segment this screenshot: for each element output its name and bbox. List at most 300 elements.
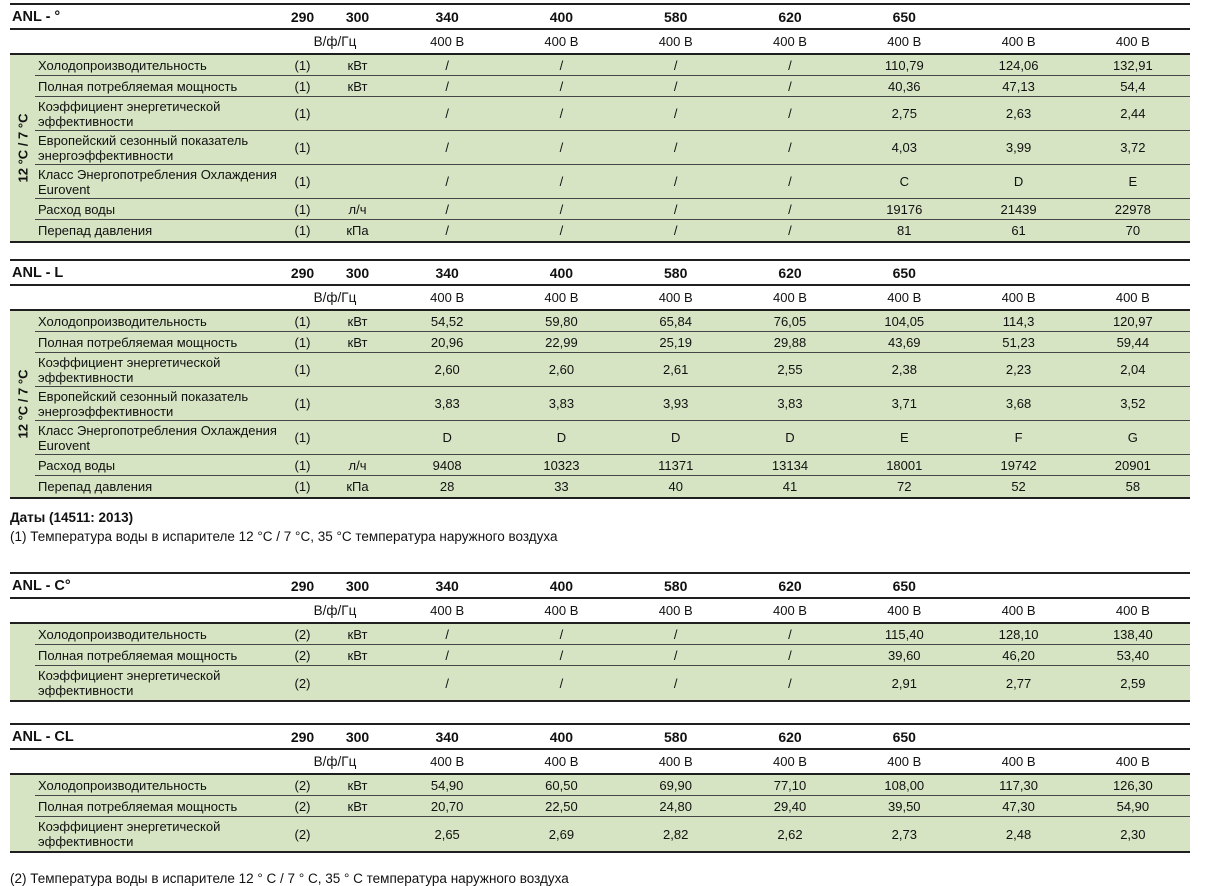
note-1: (1) Температура воды в испарителе 12 °C / 7 °C, 35 °C температура наружного воздуха [10,529,558,544]
parameter-value: 2,48 [1005,826,1032,842]
note-reference: (1) [294,430,311,445]
parameter-value: 47,30 [1002,798,1035,814]
model-size-header: 650 [892,577,916,594]
spec-table-anl-deg [10,3,1190,243]
voltage-value: 400 В [773,603,807,618]
parameter-value: 2,61 [663,362,689,377]
parameter-value: 61 [1011,223,1026,238]
table-row [35,332,1190,353]
model-size-header: 400 [549,264,574,281]
voltage-value: 400 В [1001,754,1036,769]
unit-label: кВт [347,777,368,793]
table-title: ANL - ° [12,8,61,25]
parameter-value: 54,90 [1116,798,1150,814]
parameter-value: 46,20 [1002,647,1035,663]
voltage-value: 400 В [658,603,693,618]
parameter-value: / [788,57,792,73]
parameter-value: 2,60 [548,362,575,377]
model-size-header: 300 [345,264,370,281]
model-size-header: 580 [664,264,688,281]
table-header-row [10,723,1190,750]
parameter-value: 18001 [886,457,923,473]
table-row [35,775,1190,796]
parameter-value: 59,44 [1116,334,1150,350]
parameter-value: 40 [668,479,683,494]
table-row [35,666,1190,700]
table-header-row [10,572,1190,599]
model-size-header: 650 [892,264,916,281]
model-size-header: 300 [345,8,370,25]
parameter-value: 108,00 [884,777,925,793]
parameter-label: Перепад давления [38,223,153,238]
parameter-value: 3,68 [1005,396,1032,411]
spec-table-anl-c-deg [10,572,1190,702]
table-body [10,53,1190,243]
parameter-value: / [445,106,449,121]
side-label-strip [10,624,35,700]
parameter-value: E [1128,174,1138,189]
parameter-value: 2,55 [777,362,803,377]
table-header-row [10,3,1190,30]
parameter-value: / [559,140,564,155]
parameter-value: 2,04 [1120,362,1146,377]
parameter-value: / [559,647,564,663]
parameter-value: 2,91 [891,675,917,691]
parameter-label: Холодопроизводительность [38,57,207,73]
model-size-header: 620 [778,8,802,25]
parameter-value: 2,38 [891,362,917,377]
parameter-label: Перепад давления [38,479,153,494]
parameter-value: 2,44 [1120,106,1146,121]
unit-header-label: В/ф/Гц [313,34,357,49]
unit-label: кВт [347,626,368,642]
parameter-value: 76,05 [773,313,807,329]
table-row [35,165,1190,199]
parameter-value: 58 [1125,479,1141,494]
voltage-value: 400 В [1115,290,1150,305]
table-row [35,645,1190,666]
parameter-value: 120,97 [1112,313,1153,329]
table-row [35,131,1190,165]
parameter-label: Класс Энергопотребления Охлаждения Eurovent [38,166,277,197]
parameter-value: 126,30 [1112,777,1153,793]
parameter-value: 132,91 [1112,57,1153,73]
parameter-value: / [559,78,564,94]
parameter-value: 138,40 [1112,626,1153,642]
parameter-value: / [788,174,792,189]
model-size-header: 290 [290,577,315,594]
note-reference: (1) [294,396,311,411]
table-row [35,353,1190,387]
parameter-value: D [1013,174,1024,189]
parameter-label: Полная потребляемая мощность [38,647,238,663]
parameter-value: 13134 [771,457,809,473]
parameter-value: 43,69 [888,334,921,350]
parameter-value: E [899,430,909,445]
note-reference: (1) [294,78,311,94]
model-size-header: 340 [435,264,459,281]
voltage-value: 400 В [773,754,807,769]
parameter-value: / [673,78,678,94]
voltage-value: 400 В [544,603,579,618]
table-row [35,796,1190,817]
note-reference: (2) [294,798,311,814]
parameter-value: / [559,675,564,691]
parameter-value: 72 [897,479,912,494]
voltage-value: 400 В [887,754,922,769]
parameter-value: / [445,140,449,155]
parameter-value: / [445,223,449,238]
parameter-value: / [673,223,678,238]
voltage-value: 400 В [1001,290,1036,305]
parameter-value: / [673,106,678,121]
unit-label: кПа [346,223,369,238]
voltage-header-row [10,286,1190,309]
side-label-strip [10,55,35,241]
parameter-value: / [788,647,792,663]
voltage-value: 400 В [1115,34,1150,49]
parameter-value: 29,40 [773,798,807,814]
table-row [35,55,1190,76]
unit-header-label: В/ф/Гц [313,754,357,769]
table-body [10,773,1190,853]
note-reference: (1) [294,457,311,473]
parameter-label: Расход воды [38,201,116,217]
unit-label: кПа [346,479,369,494]
model-size-header: 290 [290,728,315,745]
model-size-header: 300 [345,728,370,745]
parameter-value: / [788,106,792,121]
model-size-header: 580 [664,8,688,25]
parameter-value: / [673,174,678,189]
voltage-value: 400 В [658,290,693,305]
parameter-label: Коэффициент энергетической эффективности [38,354,221,385]
unit-label: кВт [347,647,368,663]
temperature-side-label: 12 °C / 7 °C [15,369,30,439]
parameter-value: 54,52 [430,313,464,329]
parameter-value: 47,13 [1002,78,1035,94]
parameter-value: 3,72 [1120,140,1146,155]
parameter-label: Полная потребляемая мощность [38,78,238,94]
parameter-value: 77,10 [773,777,807,793]
note-reference: (1) [294,223,311,238]
parameter-label: Коэффициент энергетической эффективности [38,819,221,849]
parameter-value: 29,88 [773,334,807,350]
parameter-value: 3,83 [434,396,460,411]
note-reference: (1) [294,201,311,217]
parameter-value: 104,05 [884,313,925,329]
note-reference: (2) [294,647,311,663]
parameter-value: 2,75 [891,106,917,121]
parameter-value: / [445,675,449,691]
table-title: ANL - CL [12,728,74,745]
table-row [35,817,1190,851]
parameter-label: Коэффициент энергетической эффективности [38,98,221,129]
notes-block [10,509,1222,545]
model-size-header: 340 [435,577,459,594]
note-reference: (2) [294,626,311,642]
parameter-value: C [899,174,909,189]
note-reference: (2) [294,777,311,793]
parameter-value: 3,99 [1005,140,1032,155]
parameter-label: Расход воды [38,457,116,473]
table-row [35,97,1190,131]
parameter-label: Холодопроизводительность [38,313,207,329]
parameter-value: 81 [897,223,912,238]
parameter-value: 20901 [1114,457,1151,473]
model-size-header: 580 [664,577,688,594]
parameter-value: / [559,201,564,217]
parameter-value: / [673,675,678,691]
parameter-value: 22978 [1114,201,1151,217]
parameter-value: D [785,430,795,445]
parameter-value: 41 [782,479,798,494]
voltage-header-row [10,750,1190,773]
parameter-value: / [559,57,564,73]
model-size-header: 340 [435,8,459,25]
table-title: ANL - C° [12,577,71,594]
parameter-value: 115,40 [884,626,924,642]
parameter-value: G [1127,430,1138,445]
voltage-value: 400 В [887,603,922,618]
voltage-value: 400 В [544,34,579,49]
voltage-value: 400 В [1001,603,1036,618]
parameter-value: 2,59 [1120,675,1146,691]
voltage-value: 400 В [773,34,807,49]
parameter-value: 2,63 [1005,106,1032,121]
table-body [10,622,1190,702]
unit-label: кВт [347,313,368,329]
model-size-header: 580 [664,728,688,745]
parameter-value: / [445,647,449,663]
parameter-value: 33 [554,479,569,494]
voltage-value: 400 В [1115,754,1150,769]
parameter-value: 39,60 [888,647,921,663]
parameter-value: 3,52 [1120,396,1146,411]
parameter-value: / [559,106,564,121]
side-label-strip [10,775,35,851]
model-size-header: 290 [290,8,315,25]
parameter-value: / [559,174,564,189]
model-size-header: 400 [549,577,574,594]
side-label-strip [10,311,35,497]
voltage-value: 400 В [1115,603,1150,618]
unit-label: кВт [347,57,368,73]
table-header-row [10,259,1190,286]
parameter-value: 2,77 [1005,675,1032,691]
table-row [35,199,1190,220]
parameter-value: / [673,647,678,663]
parameter-value: 22,50 [545,798,578,814]
table-row [35,624,1190,645]
parameter-value: 20,70 [430,798,464,814]
parameter-value: 2,30 [1120,826,1146,842]
parameter-value: 117,30 [999,777,1038,793]
parameter-value: 2,65 [434,826,460,842]
parameter-value: / [445,201,449,217]
parameter-value: / [788,223,792,238]
spec-table-anl-cl [10,723,1190,853]
voltage-value: 400 В [887,290,922,305]
parameter-value: 128,10 [998,626,1039,642]
note-reference: (1) [294,334,311,350]
parameter-value: 54,4 [1120,78,1146,94]
notes-title: Даты (14511: 2013) [10,510,134,525]
note-reference: (1) [294,174,311,189]
parameter-value: 60,50 [545,777,578,793]
parameter-value: / [673,140,678,155]
voltage-header-row [10,599,1190,622]
parameter-value: 65,84 [659,313,692,329]
table-row [35,311,1190,332]
model-size-header: 340 [435,728,459,745]
parameter-value: D [556,430,567,445]
parameter-value: 2,69 [548,826,575,842]
parameter-label: Холодопроизводительность [38,626,207,642]
parameter-value: / [788,626,792,642]
unit-label: л/ч [348,201,367,217]
voltage-value: 400 В [430,754,465,769]
parameter-value: 110,79 [884,57,924,73]
parameter-value: / [445,174,449,189]
table-row [35,387,1190,421]
model-size-header: 290 [290,264,315,281]
parameter-value: / [788,78,792,94]
note-reference: (1) [294,313,311,329]
note-reference: (1) [294,57,311,73]
parameter-value: 2,60 [434,362,460,377]
note-2: (2) Температура воды в испарителе 12 ° C / 7 ° C, 35 ° C температура наружного воздуха [10,871,569,886]
voltage-value: 400 В [887,34,922,49]
parameter-value: / [445,626,449,642]
voltage-value: 400 В [1001,34,1036,49]
unit-header-label: В/ф/Гц [313,603,357,618]
model-size-header: 400 [549,8,574,25]
spec-table-anl-l [10,259,1190,499]
parameter-value: 40,36 [888,78,921,94]
parameter-value: 3,83 [777,396,803,411]
table-body [10,309,1190,499]
note-reference: (1) [294,106,311,121]
parameter-value: / [673,626,678,642]
parameter-value: 4,03 [891,140,917,155]
voltage-value: 400 В [544,290,579,305]
parameter-value: 114,3 [1002,313,1035,329]
model-size-header: 650 [892,728,916,745]
parameter-value: 52 [1011,479,1026,494]
parameter-label: Полная потребляемая мощность [38,334,238,350]
note-reference: (1) [294,362,311,377]
voltage-value: 400 В [430,34,465,49]
note-reference: (1) [294,479,311,494]
model-size-header: 620 [778,728,802,745]
parameter-value: / [673,57,678,73]
parameter-value: 53,40 [1116,647,1150,663]
parameter-value: 70 [1125,223,1141,238]
temperature-side-label: 12 °C / 7 °C [15,113,30,183]
parameter-label: Коэффициент энергетической эффективности [38,668,221,698]
parameter-value: F [1014,430,1023,445]
parameter-value: 2,82 [663,826,689,842]
parameter-value: 10323 [543,457,580,473]
note-reference: (1) [294,140,311,155]
voltage-value: 400 В [430,290,465,305]
parameter-value: / [559,626,564,642]
parameter-value: 51,23 [1002,334,1035,350]
parameter-value: 28 [439,479,455,494]
parameter-value: 2,23 [1005,362,1032,377]
parameter-value: / [445,78,449,94]
parameter-value: / [788,140,792,155]
parameter-value: 59,80 [545,313,578,329]
parameter-value: 3,71 [891,396,917,411]
parameter-value: 24,80 [659,798,692,814]
parameter-label: Полная потребляемая мощность [38,798,238,814]
voltage-value: 400 В [544,754,579,769]
parameter-value: 25,19 [659,334,692,350]
parameter-value: / [673,201,678,217]
voltage-value: 400 В [658,34,693,49]
parameter-value: 124,06 [998,57,1039,73]
table-row [35,455,1190,476]
parameter-label: Европейский сезонный показатель энергоэффективности [38,388,249,419]
parameter-value: / [788,675,792,691]
parameter-value: 22,99 [545,334,578,350]
parameter-value: 11371 [658,457,694,473]
table-row [35,76,1190,97]
parameter-value: / [445,57,449,73]
parameter-value: 2,73 [891,826,917,842]
unit-label: л/ч [348,457,367,473]
parameter-value: 19176 [886,201,923,217]
model-size-header: 650 [892,8,916,25]
model-size-header: 400 [549,728,574,745]
parameter-value: 3,83 [548,396,575,411]
unit-label: кВт [347,334,368,350]
model-size-header: 620 [778,577,802,594]
model-size-header: 620 [778,264,802,281]
table-title: ANL - L [12,264,64,281]
voltage-value: 400 В [658,754,693,769]
voltage-value: 400 В [430,603,465,618]
parameter-value: 19742 [1000,457,1037,473]
parameter-label: Холодопроизводительность [38,777,207,793]
parameter-value: 2,62 [777,826,803,842]
parameter-label: Класс Энергопотребления Охлаждения Eurovent [38,422,277,453]
parameter-value: 21439 [1000,201,1037,217]
unit-header-label: В/ф/Гц [313,290,357,305]
parameter-value: 39,50 [888,798,921,814]
unit-label: кВт [347,798,368,814]
parameter-value: 69,90 [659,777,692,793]
note-reference: (2) [294,675,311,691]
voltage-value: 400 В [773,290,807,305]
table-row [35,220,1190,241]
model-size-header: 300 [345,577,370,594]
parameter-value: / [559,223,564,238]
parameter-value: 54,90 [430,777,464,793]
parameter-value: / [788,201,792,217]
parameter-value: 9408 [432,457,462,473]
note-reference: (2) [294,826,311,842]
parameter-value: D [442,430,452,445]
table-row [35,476,1190,497]
voltage-header-row [10,30,1190,53]
parameter-value: 3,93 [663,396,689,411]
unit-label: кВт [347,78,368,94]
parameter-value: D [671,430,681,445]
table-row [35,421,1190,455]
